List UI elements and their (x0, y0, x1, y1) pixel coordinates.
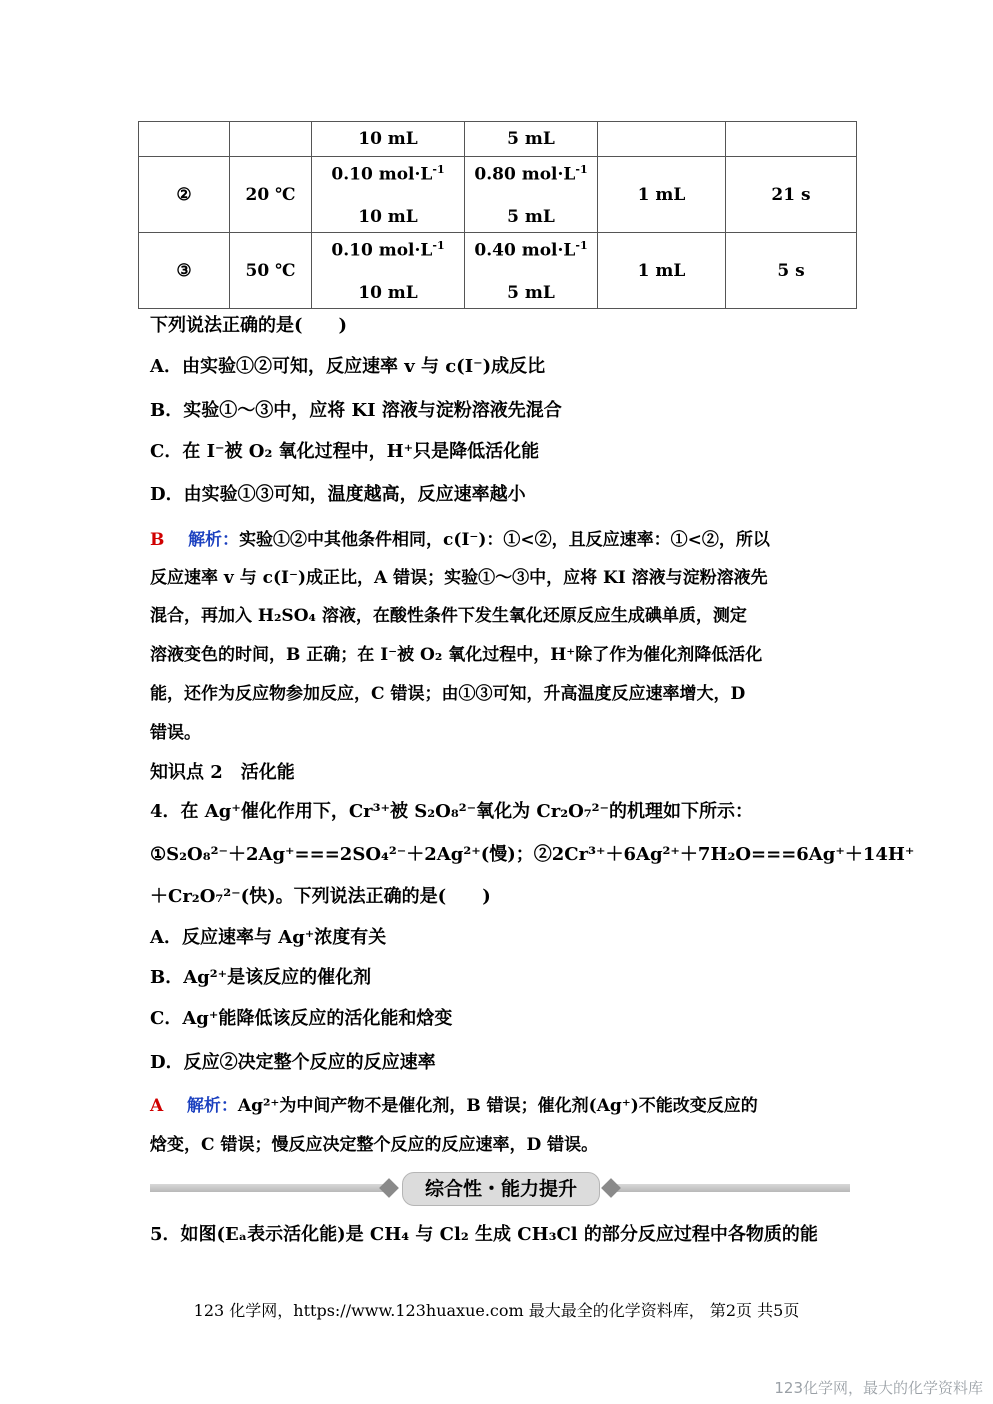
table-cell: 50 ℃ (230, 233, 312, 309)
q4-option-c: C．Ag⁺能降低该反应的活化能和焓变 (150, 1008, 453, 1029)
table-cell: 5 mL (465, 122, 598, 157)
analysis-label: 解析： (188, 530, 240, 550)
table-cell: 0.10 $mol\cdot L^{-1}$ 10 mL (312, 157, 465, 233)
table-cell: 5 s (726, 233, 857, 309)
q4-option-a: A．反应速率与 Ag⁺浓度有关 (150, 927, 387, 948)
table-cell: 0.80 $mol\cdot L^{-1}$ 5 mL (465, 157, 598, 233)
table-cell: 0.10 $mol\cdot L^{-1}$ 10 mL (312, 233, 465, 309)
q4-answer: A (150, 1096, 164, 1116)
table-cell: 21 s (726, 157, 857, 233)
q3-option-d: D．由实验①③可知，温度越高，反应速率越小 (150, 484, 526, 505)
q3-option-c: C．在 I⁻被 O₂ 氧化过程中，H⁺只是降低活化能 (150, 441, 540, 462)
diamond-icon (379, 1178, 399, 1198)
q3-analysis-line: 溶液变色的时间，B 正确；在 I⁻被 O₂ 氧化过程中，H⁺除了作为催化剂降低活化 (150, 645, 763, 665)
q4-stem: 4．在 Ag⁺催化作用下，Cr³⁺被 S₂O₈²⁻氧化为 Cr₂O₇²⁻的机理如下所示： (150, 801, 754, 822)
q4-option-b: B．Ag²⁺是该反应的催化剂 (150, 967, 372, 988)
table-row (139, 157, 857, 233)
table-cell: 1 mL (598, 157, 726, 233)
table-cell: 0.40 $mol\cdot L^{-1}$ 5 mL (465, 233, 598, 309)
q3-option-a: A．由实验①②可知，反应速率 v 与 c(I⁻)成反比 (150, 356, 546, 377)
q3-answer: B (150, 530, 165, 550)
q3-option-b: B．实验①～③中，应将 KI 溶液与淀粉溶液先混合 (150, 400, 562, 421)
q3-stem: 下列说法正确的是( ) (150, 315, 348, 336)
q5-stem: 5．如图(Eₐ表示活化能)是 CH₄ 与 Cl₂ 生成 CH₃Cl 的部分反应过程中各物质的能 (150, 1224, 818, 1245)
table-cell: 20 ℃ (230, 157, 312, 233)
table-row (139, 233, 857, 309)
table-cell: 10 mL (312, 122, 465, 157)
section-banner (150, 1172, 850, 1204)
analysis-label: 解析： (186, 1096, 238, 1116)
q4-mechanism-1: ①S₂O₈²⁻＋2Ag⁺===2SO₄²⁻＋2Ag²⁺(慢)；②2Cr³⁺＋6Ag²⁺＋7H₂O===6Ag⁺＋14H⁺ (150, 844, 915, 865)
page-footer: 123 化学网，https://www.123huaxue.com 最大最全的化学资料库， 第2页 共5页 (193, 1301, 800, 1320)
experiment-table (138, 121, 857, 309)
q4-analysis: A 解析：Ag²⁺为中间产物不是催化剂，B 错误；催化剂(Ag⁺)不能改变反应的 (150, 1096, 758, 1116)
q3-analysis: B 解析：实验①②中其他条件相同，c(I⁻)：①<②，且反应速率：①<②，所以 (150, 530, 770, 550)
table-cell: 1 mL (598, 233, 726, 309)
q4-analysis-line: 焓变，C 错误；慢反应决定整个反应的反应速率，D 错误。 (150, 1135, 599, 1155)
banner-label: 综合性・能力提升 (402, 1172, 600, 1206)
section-heading: 知识点 2 活化能 (150, 762, 295, 783)
table-row (139, 122, 857, 157)
q3-analysis-line: 能，还作为反应物参加反应，C 错误；由①③可知，升高温度反应速率增大，D (150, 684, 746, 704)
table-cell: ③ (139, 233, 230, 309)
q4-option-d: D．反应②决定整个反应的反应速率 (150, 1052, 436, 1073)
q3-analysis-line: 反应速率 v 与 c(I⁻)成正比，A 错误；实验①～③中，应将 KI 溶液与淀粉溶液先 (150, 568, 768, 588)
q4-mechanism-2: ＋Cr₂O₇²⁻(快)。下列说法正确的是( ) (150, 886, 491, 907)
table-cell: ② (139, 157, 230, 233)
watermark: 123化学网，最大的化学资料库 (774, 1379, 983, 1397)
q3-analysis-line: 混合，再加入 H₂SO₄ 溶液，在酸性条件下发生氧化还原反应生成碘单质，测定 (150, 606, 747, 626)
diamond-icon (601, 1178, 621, 1198)
q3-analysis-line: 错误。 (150, 723, 201, 743)
